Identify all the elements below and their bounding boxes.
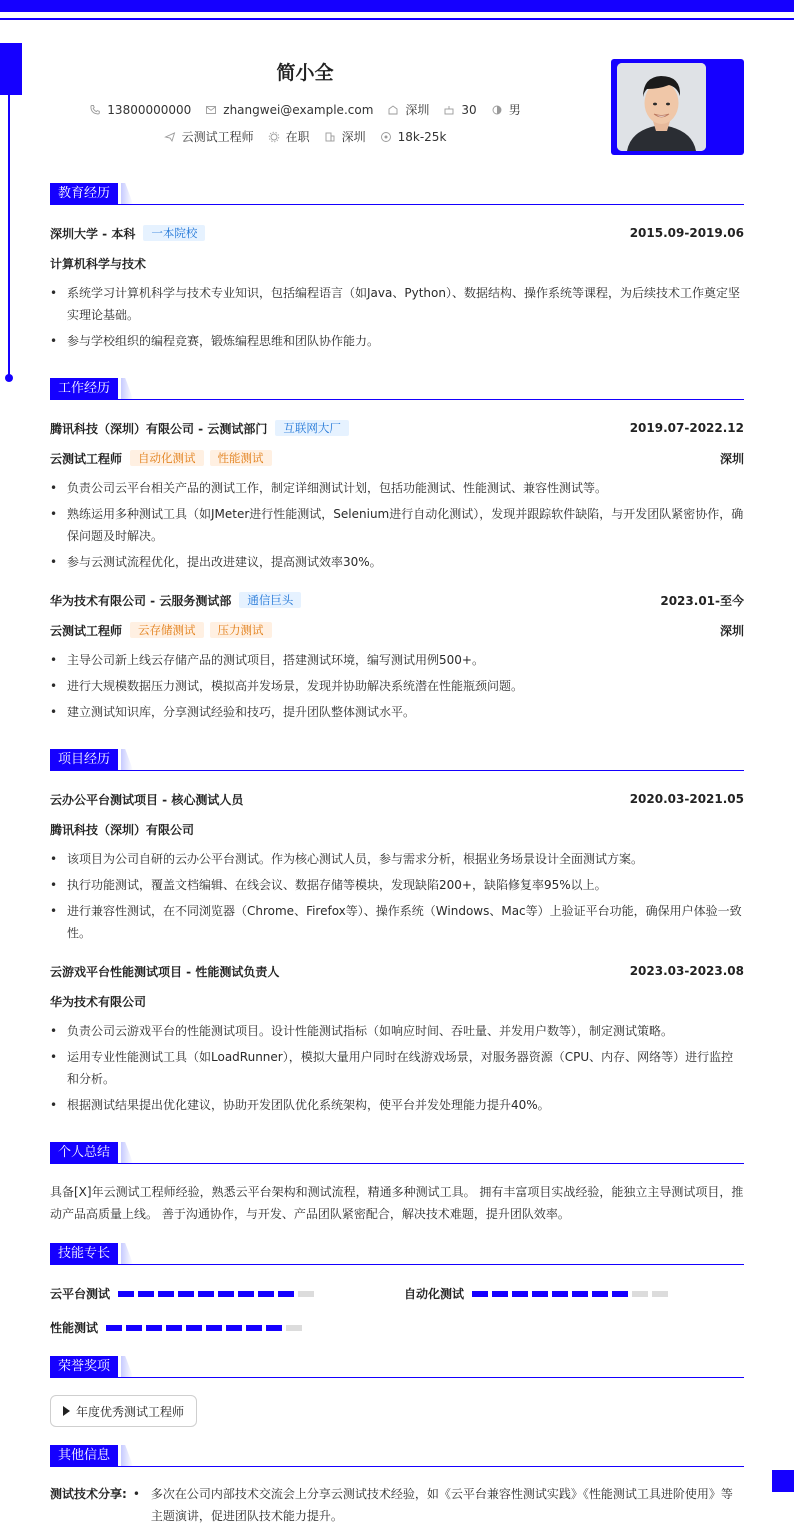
section-skills: [50, 1243, 744, 1265]
section-title: 技能专长: [50, 1243, 118, 1264]
list-item: • 进行兼容性测试，在不同浏览器（Chrome、Firefox等）、操作系统（Windows、Mac等）上验证平台功能，确保用户体验一致性。: [50, 900, 744, 944]
project-bullets-1: [50, 848, 744, 944]
skill-level-bar: [472, 1291, 668, 1297]
skill-segment-filled: [186, 1325, 202, 1331]
top-accent-line: [0, 18, 794, 20]
skill-level-bar: [118, 1291, 314, 1297]
skill-segment-empty: [632, 1291, 648, 1297]
location-icon: [387, 104, 399, 116]
other-info: [50, 1483, 744, 1527]
project-company-2: [50, 993, 744, 1009]
list-item: • 参与云测试流程优化，提出改进建议，提高测试效率30%。: [50, 551, 744, 573]
skill-segment-filled: [492, 1291, 508, 1297]
section-title: 个人总结: [50, 1142, 118, 1163]
email-item: [205, 103, 373, 117]
skill-tag: 自动化测试: [130, 450, 204, 466]
company-tag: 互联网大厂: [275, 420, 349, 436]
salary-item: [380, 130, 447, 144]
skill-segment-filled: [266, 1325, 282, 1331]
project-title: 云游戏平台性能测试项目 - 性能测试负责人: [50, 964, 280, 979]
work-role-2: [50, 622, 744, 638]
work-header-2: [50, 592, 744, 608]
other-text: • 多次在公司内部技术交流会上分享云测试技术经验，如《云平台兼容性测试实践》《性能测试工具进阶使用》等主题演讲，促进团队技术能力提升。: [133, 1483, 744, 1527]
list-item: • 执行功能测试，覆盖文档编辑、在线会议、数据存储等模块，发现缺陷200+，缺陷修复率95%以上。: [50, 874, 744, 896]
work-bullets-1: [50, 477, 744, 573]
skill-segment-filled: [552, 1291, 568, 1297]
skill-segment-filled: [472, 1291, 488, 1297]
section-title: 其他信息: [50, 1445, 118, 1466]
major-row: [50, 255, 744, 271]
status-icon: [268, 131, 280, 143]
project-date: 2020.03-2021.05: [629, 792, 744, 806]
project-company: 腾讯科技（深圳）有限公司: [50, 822, 195, 837]
skill-segment-filled: [532, 1291, 548, 1297]
skill-item: [50, 1319, 302, 1336]
email-text: zhangwei@example.com: [223, 102, 374, 117]
project-bullets-2: [50, 1020, 744, 1116]
mail-icon: [205, 104, 217, 116]
skill-segment-filled: [118, 1291, 134, 1297]
skill-segment-filled: [166, 1325, 182, 1331]
age-text: 30: [461, 102, 477, 117]
skill-segment-filled: [572, 1291, 588, 1297]
award-item[interactable]: [50, 1395, 197, 1427]
company-name: 腾讯科技（深圳）有限公司 - 云测试部门: [50, 421, 268, 436]
company-tag: 通信巨头: [239, 592, 301, 608]
project-header-1: [50, 791, 744, 807]
list-item: • 负责公司云平台相关产品的测试工作，制定详细测试计划，包括功能测试、性能测试、兼容性测试等。: [50, 477, 744, 499]
skill-segment-filled: [592, 1291, 608, 1297]
work-header-1: [50, 420, 744, 436]
target-job-item: [164, 128, 254, 145]
job-intent-row: [50, 128, 560, 145]
skill-segment-filled: [246, 1325, 262, 1331]
city-text: 深圳: [405, 103, 430, 117]
education-bullets: [50, 282, 744, 352]
work-bullets-2: [50, 649, 744, 723]
skill-segment-filled: [138, 1291, 154, 1297]
skill-segment-filled: [206, 1325, 222, 1331]
phone-item: [89, 103, 191, 117]
role-name: 云测试工程师: [50, 451, 123, 466]
list-item: • 进行大规模数据压力测试，模拟高并发场景，发现并协助解决系统潜在性能瓶颈问题。: [50, 675, 744, 697]
phone-icon: [89, 104, 101, 116]
list-item: • 该项目为公司自研的云办公平台测试。作为核心测试人员，参与需求分析，根据业务场景设计全面测试方案。: [50, 848, 744, 870]
work-date: 2023.01-至今: [660, 593, 744, 608]
skill-segment-filled: [278, 1291, 294, 1297]
list-item: • 根据测试结果提出优化建议，协助开发团队优化系统架构，使平台并发处理能力提升40%。: [50, 1094, 744, 1116]
list-item: • 运用专业性能测试工具（如LoadRunner），模拟大量用户同时在线游戏场景，对服务器资源（CPU、内存、网络等）进行监控和分析。: [50, 1046, 744, 1090]
list-item: • 系统学习计算机科学与技术专业知识，包括编程语言（如Java、Python）、数据结构、操作系统等课程，为后续技术工作奠定坚实理论基础。: [50, 282, 744, 326]
skill-segment-filled: [158, 1291, 174, 1297]
project-company: 华为技术有限公司: [50, 994, 147, 1009]
skill-name: 性能测试: [50, 1321, 99, 1335]
work-city: 深圳: [719, 623, 744, 638]
company-name: 华为技术有限公司 - 云服务测试部: [50, 593, 232, 608]
status-text: 在职: [285, 130, 310, 144]
skill-segment-filled: [258, 1291, 274, 1297]
school-tag: 一本院校: [143, 225, 205, 241]
education-header: [50, 225, 744, 241]
send-icon: [164, 131, 176, 143]
summary-text: 具备[X]年云测试工程师经验，熟悉云平台架构和测试流程，精通多种测试工具。 拥有丰富项目实战经验，能独立主导测试项目，推动产品高质量上线。 善于沟通协作，与开发、产品团队紧密配合，解决技术难题，提升团队效率。: [50, 1185, 744, 1221]
gender-text: 男: [508, 103, 521, 117]
work-role-1: [50, 450, 744, 466]
skill-segment-filled: [238, 1291, 254, 1297]
phone-text: 13800000000: [107, 102, 192, 117]
photo-frame: [611, 59, 744, 155]
target-city-text: 深圳: [341, 130, 366, 144]
section-work: [50, 378, 744, 400]
school-name: 深圳大学 - 本科: [50, 226, 136, 241]
skill-tag: 压力测试: [210, 622, 272, 638]
section-title: 荣誉奖项: [50, 1356, 118, 1377]
skill-item: [50, 1285, 314, 1302]
skill-segment-empty: [286, 1325, 302, 1331]
list-item: • 建立测试知识库，分享测试经验和技巧，提升团队整体测试水平。: [50, 701, 744, 723]
list-item: • 负责公司云游戏平台的性能测试项目。设计性能测试指标（如响应时间、吞吐量、并发用户数等），制定测试策略。: [50, 1020, 744, 1042]
target-job-text: 云测试工程师: [181, 130, 254, 144]
candidate-name: 简小全: [276, 62, 334, 84]
salary-icon: [380, 131, 392, 143]
skill-level-bar: [106, 1325, 302, 1331]
skill-item: [404, 1285, 668, 1302]
skill-segment-empty: [652, 1291, 668, 1297]
building-icon: [324, 131, 336, 143]
profile-photo: [617, 63, 706, 151]
skill-segment-filled: [512, 1291, 528, 1297]
skill-segment-filled: [126, 1325, 142, 1331]
skill-name: 自动化测试: [404, 1287, 465, 1301]
work-city: 深圳: [719, 451, 744, 466]
list-item: • 熟练运用多种测试工具（如JMeter进行性能测试，Selenium进行自动化测试），发现并跟踪软件缺陷，与开发团队紧密协作，确保问题及时解决。: [50, 503, 744, 547]
work-date: 2019.07-2022.12: [629, 421, 744, 435]
side-accent-block: [0, 43, 22, 95]
other-label: 测试技术分享:: [50, 1487, 127, 1501]
list-item: • 参与学校组织的编程竞赛，锻炼编程思维和团队协作能力。: [50, 330, 744, 352]
gender-icon: [491, 104, 503, 116]
section-other: [50, 1445, 744, 1467]
section-title: 工作经历: [50, 378, 118, 399]
section-summary: [50, 1142, 744, 1164]
major-name: 计算机科学与技术: [50, 256, 147, 271]
skill-segment-filled: [218, 1291, 234, 1297]
skill-name: 云平台测试: [50, 1287, 111, 1301]
corner-accent-block: [772, 1470, 794, 1492]
skill-tag: 云存储测试: [130, 622, 204, 638]
status-item: [268, 128, 310, 145]
section-title: 教育经历: [50, 183, 118, 204]
project-date: 2023.03-2023.08: [629, 964, 744, 978]
target-city-item: [324, 128, 366, 145]
side-timeline-dot: [5, 374, 13, 382]
city-item: [387, 101, 429, 118]
skill-segment-filled: [146, 1325, 162, 1331]
salary-text: 18k-25k: [397, 129, 447, 144]
project-header-2: [50, 963, 744, 979]
skill-segment-filled: [198, 1291, 214, 1297]
award-name: 年度优秀测试工程师: [76, 1404, 185, 1419]
play-icon: [63, 1406, 70, 1416]
skill-tag: 性能测试: [210, 450, 272, 466]
skill-segment-filled: [612, 1291, 628, 1297]
top-accent-bar: [0, 0, 794, 12]
skill-segment-filled: [226, 1325, 242, 1331]
project-title: 云办公平台测试项目 - 核心测试人员: [50, 792, 244, 807]
age-item: [443, 103, 476, 117]
education-date: 2015.09-2019.06: [629, 226, 744, 240]
section-title: 项目经历: [50, 749, 118, 770]
side-timeline-line: [8, 95, 10, 378]
project-company-1: [50, 821, 744, 837]
contact-row: [50, 101, 560, 118]
skill-segment-filled: [106, 1325, 122, 1331]
skill-segment-empty: [298, 1291, 314, 1297]
section-awards: [50, 1356, 744, 1378]
skill-segment-filled: [178, 1291, 194, 1297]
gender-item: [491, 101, 521, 118]
section-projects: [50, 749, 744, 771]
age-icon: [443, 104, 455, 116]
list-item: • 主导公司新上线云存储产品的测试项目，搭建测试环境，编写测试用例500+。: [50, 649, 744, 671]
role-name: 云测试工程师: [50, 623, 123, 638]
section-education: [50, 183, 744, 205]
